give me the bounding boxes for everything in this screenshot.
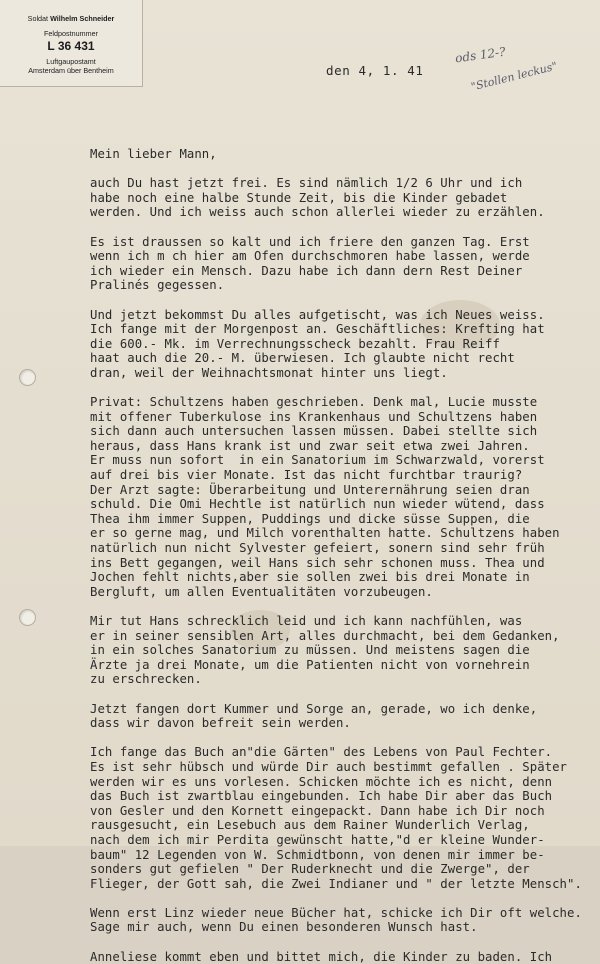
punch-hole: [19, 369, 36, 386]
fieldpost-label: Feldpostnummer: [44, 29, 98, 38]
sender-rank: Soldat: [27, 14, 49, 23]
fieldpost-number: L 36 431: [47, 39, 95, 53]
post-office-label: Luftgaupostamt: [46, 57, 96, 66]
letter-body: Mein lieber Mann, auch Du hast jetzt frei. Es sind nämlich 1/2 6 Uhr und ich habe noch eine halbe Stunde Zeit, bis die Kinder gebadet werden. Und ich weiss auch schon allerlei wieder zu erzählen. Es ist draussen so kalt und ich friere den ganzen Tag. Erst wenn ich m ch hier am Ofen durchschmoren habe lassen, werde ich wieder ein Mensch. Dazu habe ich dann dern Rest Deiner Pralinés gegessen. Und jetzt bekommst Du alles aufgetischt, was ich Neues weiss. Ich fange mit der Morgenpost an. Geschäftliches: Krefting hat die 600.- Mk. im Verrechnungsscheck bezahlt. Frau Reiff haat auch die 20.- M. überwiesen. Ich glaubte nicht recht dran, weil der Weihnachtsmonat hinter uns liegt. Privat: Schultzens haben geschrieben. Denk mal, Lucie musste mit offener Tuberkulose ins Krankenhaus und Schultzens haben sich dann auch untersuchen lassen müssen. Dabei stellte sich heraus, dass Hans krank ist und zwar seit etwa zwei Jahren. Er muss nun sofort in ein Sanatorium im Schwarzwald, vorerst auf drei bis vier Monate. Ist das nicht furchtbar traurig? Der Arzt sagte: Überarbeitung und Unterernährung seien dran schuld. Die Omi Hechtle ist natürlich nun wieder wütend, dass Thea ihm immer Suppen, Puddings und dicke süsse Suppen, die er so gerne mag, und Milch vorenthalten hatte. Schultzens haben natürlich nun nicht Sylvester gefeiert, sonern sind sehr früh ins Bett gegangen, weil Hans sich sehr schonen muss. Thea und Jochen fehlt nichts,aber sie sollen zwei bis drei Monate in Bergluft, um allen Eventualitäten vorzubeugen. Mir tut Hans schrecklich leid und ich kann nachfühlen, was er in seiner sensiblen Art, alles durchmacht, bei dem Gedanken, in ein solches Sanatorium zu müssen. Und meistens sagen die Ärzte ja drei Monate, um die Patienten nicht von vornehrein zu erschrecken. Jetzt fangen dort Kummer und Sorge an, gerade, wo ich denke, dass wir davon befreit sein werden. Ich fange das Buch an"die Gärten" des Lebens von Paul Fechter. Es ist sehr hübsch und würde Dir auch bestimmt gefallen . Später werden wir es uns vorlesen. Schicken möchte ich es nicht, denn das Buch ist zwartblau eingebunden. Ich habe Dir aber das Buch von Gesler und den Kornett eingepackt. Dann habe ich Dir noch rausgesucht, ein Lesebuch aus dem Rainer Wunderlich Verlag, nach dem ich mir Perdita gewünscht hatte,"d er kleine Wunder- baum" 12 Legenden von W. Schmidtbonn, von denen mir immer be- sonders gut gefielen " Der Ruderknecht und die Zwerge", der Flieger, der Gott sah, die Zwei Indianer und " der letzte Mensch". Wenn erst Linz wieder neue Bücher hat, schicke ich Dir oft welche. Sage mir auch, wenn Du einen besonderen Wunsch hast. Anneliese kommt eben und bittet mich, die Kinder zu baden. Ich: [90, 147, 582, 964]
sender-label: [0, 0, 143, 87]
punch-hole: [19, 609, 36, 626]
handwritten-note: ods 12-?: [454, 44, 507, 66]
sender-name-line: [4, 14, 138, 23]
handwritten-note: "Stollen leckus": [469, 59, 559, 94]
letter-date: den 4, 1. 41: [326, 63, 424, 78]
sender-name: Wilhelm Schneider: [50, 14, 115, 23]
post-office-address: Amsterdam über Bentheim: [28, 66, 114, 75]
